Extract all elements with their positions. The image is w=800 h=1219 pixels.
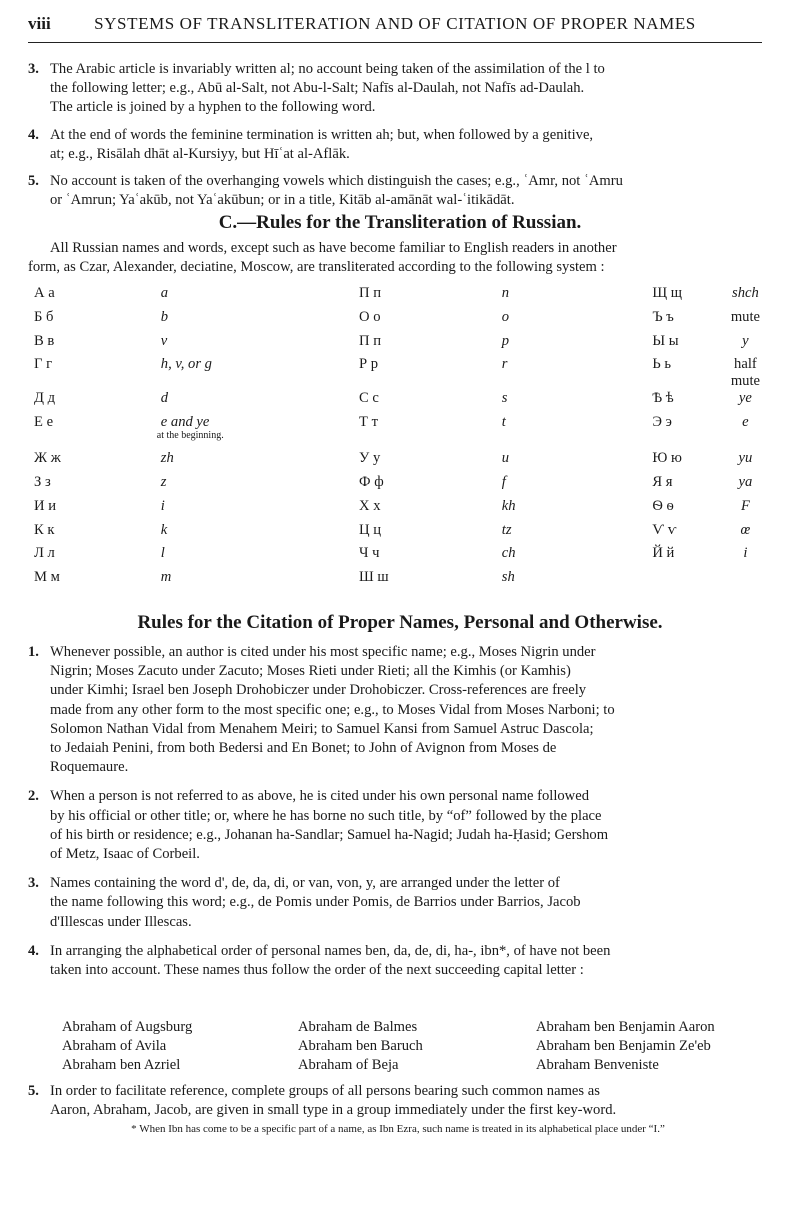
cell-text: kh (501, 497, 516, 514)
cyrillic-letter-cell (297, 522, 440, 546)
cell-text: ch (501, 545, 516, 562)
transliteration-cell (707, 285, 760, 309)
name-entry: Abraham of Beja (298, 1057, 399, 1074)
table-row (28, 356, 760, 390)
running-title: SYSTEMS OF TRANSLITERATION AND OF CITATION OF PROPER NAMES (94, 14, 696, 33)
cell-text: d (160, 390, 169, 407)
cyrillic-letter-cell (604, 390, 706, 414)
citation-rule-4 (28, 942, 760, 980)
rule-line: or ʿAmrun; Yaʿakūb, not Yaʿakūbun; or in a title, Kitāb al-amānāt wal-ʿitikādāt. (50, 192, 515, 209)
cell-text: Д д (34, 390, 56, 407)
cyrillic-letter-cell (297, 569, 440, 593)
cell-text: p (501, 332, 510, 349)
name-entry: Abraham ben Azriel (62, 1057, 181, 1074)
name-column (298, 1018, 423, 1076)
cell-text: П п (359, 285, 382, 301)
cell-text: shch (732, 285, 759, 301)
russian-intro (28, 239, 768, 277)
table-row (28, 474, 760, 498)
cell-text: У у (359, 450, 381, 467)
cell-text: С с (359, 390, 379, 407)
name-entry: Abraham de Balmes (298, 1019, 418, 1035)
cyrillic-letter-cell (604, 498, 706, 522)
cyrillic-letter-cell (604, 545, 706, 569)
cell-text: К к (34, 521, 55, 538)
rule-line: to Jedaiah Penini, from both Bedersi and En Bonet; to John of Avignon from Moses de (50, 740, 557, 757)
cell-text: t (501, 414, 506, 431)
cell-text: b (160, 308, 169, 325)
cyrillic-letter-cell (297, 498, 440, 522)
cyrillic-letter-cell (604, 569, 706, 593)
table-row (28, 569, 760, 593)
cyrillic-letter-cell (604, 414, 706, 450)
transliteration-cell (106, 450, 297, 474)
cell-text: half mute (730, 356, 760, 390)
name-column (536, 1018, 715, 1076)
cell-text: mute (730, 308, 760, 325)
transliteration-cell (106, 390, 297, 414)
cell-text: l (160, 545, 165, 562)
rule-line: The article is joined by a hyphen to the following word. (50, 99, 376, 116)
cyrillic-letter-cell (604, 522, 706, 546)
cell-text: Ѵ ѵ (652, 521, 677, 538)
transliteration-cell (440, 498, 605, 522)
rule-number: 3. (28, 875, 39, 892)
cell-text: e (742, 414, 749, 431)
transliteration-cell (106, 285, 297, 309)
cell-text: П п (359, 332, 382, 349)
cell-text: o (501, 308, 510, 325)
rule-line: Names containing the word d', de, da, di, or van, von, y, are arranged under the letter of (50, 875, 560, 892)
transliteration-cell (106, 356, 297, 390)
cell-text: М м (34, 569, 60, 586)
rule-number: 5. (28, 173, 39, 190)
cyrillic-letter-cell (297, 309, 440, 333)
cell-text: z (160, 473, 167, 490)
cell-text: k (160, 521, 168, 538)
transliteration-cell (440, 569, 605, 593)
rule-line: by his official or other title; or, where he has borne no such title, by “of” followed by the place (50, 807, 602, 824)
table-row (28, 498, 760, 522)
cyrillic-letter-cell (297, 356, 440, 390)
cell-text: r (501, 356, 508, 373)
name-entry: Abraham of Augsburg (62, 1019, 193, 1035)
table-row (28, 545, 760, 569)
transliteration-cell (106, 309, 297, 333)
rule-line: Nigrin; Moses Zacuto under Zacuto; Moses Rieti under Rieti; all the Kimhis (or Kamhis) (50, 663, 571, 680)
cell-text: n (501, 285, 510, 301)
name-entry: Abraham ben Benjamin Ze'eb (536, 1038, 711, 1055)
rule-line: Whenever possible, an author is cited under his most specific name; e.g., Moses Nigrin under (50, 644, 596, 660)
cyrillic-letter-cell (28, 390, 106, 414)
transliteration-cell (106, 545, 297, 569)
cyrillic-letter-cell (604, 285, 706, 309)
cell-text: З з (34, 473, 51, 490)
transliteration-cell (440, 309, 605, 333)
cell-text: a (160, 285, 169, 301)
cyrillic-letter-cell (28, 474, 106, 498)
cell-text: Ь ь (652, 356, 672, 373)
transliteration-cell (440, 285, 605, 309)
intro-line: form, as Czar, Alexander, deciatine, Moscow, are transliterated according to the following system : (28, 259, 605, 276)
rule-line: The Arabic article is invariably written al; no account being taken of the assimilation of the l to (50, 61, 605, 77)
russian-transliteration-table (28, 285, 760, 593)
cell-text: И и (34, 497, 56, 514)
cell-text: œ (740, 521, 751, 538)
cell-text: e and ye (160, 414, 210, 431)
table-note: at the beginning. (156, 430, 224, 442)
citation-heading: Rules for the Citation of Proper Names, Personal and Otherwise. (137, 612, 663, 633)
rule-line: the name following this word; e.g., de Pomis under Pomis, de Barrios under Barrios, Jacob (50, 894, 581, 911)
citation-rule-1 (28, 643, 760, 777)
cell-text: s (501, 390, 508, 407)
cell-text: u (501, 450, 510, 467)
rule-line: under Kimhi; Israel ben Joseph Drohobiczer under Drohobiczer. Cross-references are freely (50, 682, 587, 699)
transliteration-cell (707, 569, 760, 593)
cell-text: Щ щ (652, 285, 682, 301)
cell-text: tz (501, 521, 512, 538)
russian-heading: C.—Rules for the Transliteration of Russian. (218, 212, 582, 233)
cell-text: Ѳ ѳ (652, 497, 674, 514)
cell-text: Р р (359, 356, 379, 373)
cell-text: Л л (34, 545, 55, 562)
table-row (28, 285, 760, 309)
table-row (28, 450, 760, 474)
name-column (62, 1018, 192, 1076)
cyrillic-letter-cell (297, 414, 440, 450)
cell-text: Ш ш (359, 569, 389, 586)
transliteration-cell (440, 333, 605, 357)
cyrillic-letter-cell (297, 450, 440, 474)
transliteration-cell (106, 333, 297, 357)
cyrillic-letter-cell (28, 356, 106, 390)
cell-text: Б б (34, 308, 54, 325)
rule-line: At the end of words the feminine termination is written ah; but, when followed by a genitive, (50, 126, 594, 143)
rule-number: 1. (28, 644, 39, 660)
transliteration-cell (440, 414, 605, 450)
transliteration-cell (707, 474, 760, 498)
citation-rule-3 (28, 874, 760, 932)
cyrillic-letter-cell (297, 474, 440, 498)
cell-text: zh (160, 450, 174, 467)
cyrillic-letter-cell (28, 569, 106, 593)
citation-rule-5 (28, 1082, 760, 1120)
transliteration-cell (106, 498, 297, 522)
table-row (28, 414, 760, 450)
rule-number: 4. (28, 942, 39, 959)
rule-line: the following letter; e.g., Abū al-Salt, not Abu-l-Salt; Nafīs al-Daulah, not Nafīs ad-Daulah. (50, 80, 585, 97)
table-row (28, 522, 760, 546)
cell-text: Х х (359, 497, 381, 514)
cyrillic-letter-cell (297, 285, 440, 309)
page-header (28, 12, 762, 43)
transliteration-cell (106, 522, 297, 546)
cell-text: sh (501, 569, 515, 586)
cyrillic-letter-cell (297, 545, 440, 569)
cell-text: i (743, 545, 748, 562)
cell-text: ye (738, 390, 752, 407)
cyrillic-letter-cell (604, 450, 706, 474)
cyrillic-letter-cell (604, 474, 706, 498)
cell-text: ya (738, 473, 753, 490)
rule-line: taken into account. These names thus follow the order of the next succeeding capital letter : (50, 962, 584, 979)
rule-line: No account is taken of the overhanging vowels which distinguish the cases; e.g., ʿAmr, not ʿAmru (50, 173, 623, 190)
transliteration-cell (707, 498, 760, 522)
rule-line: Aaron, Abraham, Jacob, are given in small type in a group immediately under the first key-word. (50, 1102, 617, 1119)
arabic-rule-4 (28, 126, 760, 164)
cell-text: Ѣ ѣ (652, 390, 674, 407)
rule-number: 4. (28, 126, 39, 143)
rule-number: 5. (28, 1083, 39, 1099)
page-number: viii (28, 14, 51, 33)
intro-line: All Russian names and words, except such as have become familiar to English readers in another (50, 240, 617, 256)
cell-text: Э э (652, 414, 672, 431)
name-entry: Abraham of Avila (62, 1038, 167, 1055)
cell-text: Й й (652, 545, 675, 562)
transliteration-cell (707, 545, 760, 569)
table-row (28, 390, 760, 414)
table-row (28, 309, 760, 333)
citation-rules (28, 643, 760, 980)
transliteration-cell (106, 569, 297, 593)
footnote: * When Ibn has come to be a specific part of a name, as Ibn Ezra, such name is treated in its alphabetical place under “I.” (131, 1123, 665, 1135)
cell-text: F (740, 497, 750, 514)
cell-text: Ц ц (359, 521, 382, 538)
transliteration-cell (707, 356, 760, 390)
transliteration-cell (440, 545, 605, 569)
transliteration-cell (106, 474, 297, 498)
name-entry: Abraham ben Benjamin Aaron (536, 1019, 715, 1035)
rule-line: d'Illescas under Illescas. (50, 913, 192, 930)
rule-line: Solomon Nathan Vidal from Menahem Meiri; to Samuel Kansi from Samuel Astruc Dascola; (50, 720, 594, 737)
cell-text: Ж ж (34, 450, 61, 467)
cell-text: v (160, 332, 168, 349)
cell-text: h, v, or g (160, 356, 212, 373)
cell-text: Г г (34, 356, 53, 373)
cell-text: Ю ю (652, 450, 682, 467)
cell-text: Е е (34, 414, 54, 431)
citation-rule-2 (28, 787, 760, 864)
transliteration-cell (440, 474, 605, 498)
cell-text: Я я (652, 473, 673, 490)
cell-text: А а (34, 285, 55, 301)
cell-text: i (160, 497, 165, 514)
rule-number: 2. (28, 788, 39, 805)
rule-line: In order to facilitate reference, complete groups of all persons bearing such common names as (50, 1083, 600, 1099)
cyrillic-letter-cell (604, 356, 706, 390)
cyrillic-letter-cell (28, 309, 106, 333)
cell-text: Ф ф (359, 473, 384, 490)
transliteration-cell (440, 356, 605, 390)
transliteration-cell (440, 390, 605, 414)
rule-line: of his birth or residence; e.g., Johanan ha-Sandlar; Samuel ha-Nagid; Judah ha-Ḥasid; Gershom (50, 826, 609, 843)
table-row (28, 333, 760, 357)
cyrillic-letter-cell (28, 498, 106, 522)
cyrillic-letter-cell (297, 333, 440, 357)
cyrillic-letter-cell (28, 333, 106, 357)
arabic-rules (28, 60, 760, 210)
cyrillic-letter-cell (28, 545, 106, 569)
rule-line: made from any other form to the most specific one; e.g., to Moses Vidal from Moses Narboni; to (50, 701, 615, 718)
cell-text: О о (359, 308, 381, 325)
cell-text: Ы ы (652, 332, 679, 349)
citation-rules-cont (28, 1082, 760, 1120)
rule-line: at; e.g., Risālah dhāt al-Kursiyy, but Hīʿat al-Aflāk. (50, 145, 350, 162)
cell-text: Ч ч (359, 545, 380, 562)
rule-line: In arranging the alphabetical order of personal names ben, da, de, di, ha-, ibn*, of have not been (50, 942, 611, 959)
cyrillic-letter-cell (604, 333, 706, 357)
cyrillic-letter-cell (604, 309, 706, 333)
transliteration-cell (440, 450, 605, 474)
arabic-rule-3 (28, 60, 760, 118)
cyrillic-letter-cell (297, 390, 440, 414)
rule-number: 3. (28, 61, 39, 77)
cyrillic-letter-cell (28, 450, 106, 474)
name-entry: Abraham Benveniste (536, 1057, 659, 1074)
transliteration-cell (707, 414, 760, 450)
arabic-rule-5 (28, 172, 760, 210)
transliteration-cell (707, 450, 760, 474)
rule-line: Roquemaure. (50, 759, 129, 776)
cyrillic-letter-cell (28, 522, 106, 546)
transliteration-cell (707, 309, 760, 333)
transliteration-cell (707, 522, 760, 546)
cyrillic-letter-cell (28, 285, 106, 309)
transliteration-cell (440, 522, 605, 546)
cell-text: y (742, 332, 749, 349)
cell-text: yu (738, 450, 753, 467)
cell-text: Ъ ъ (652, 308, 674, 325)
name-entry: Abraham ben Baruch (298, 1038, 423, 1055)
transliteration-cell (707, 390, 760, 414)
cyrillic-letter-cell (28, 414, 106, 450)
rule-line: When a person is not referred to as above, he is cited under his own personal name followed (50, 788, 589, 805)
transliteration-cell (707, 333, 760, 357)
rule-line: of Metz, Isaac of Corbeil. (50, 846, 200, 863)
cell-text: Т т (359, 414, 378, 431)
cell-text: m (160, 569, 172, 586)
cell-text: В в (34, 332, 55, 349)
cell-text: f (501, 473, 506, 490)
transliteration-cell (106, 414, 297, 450)
